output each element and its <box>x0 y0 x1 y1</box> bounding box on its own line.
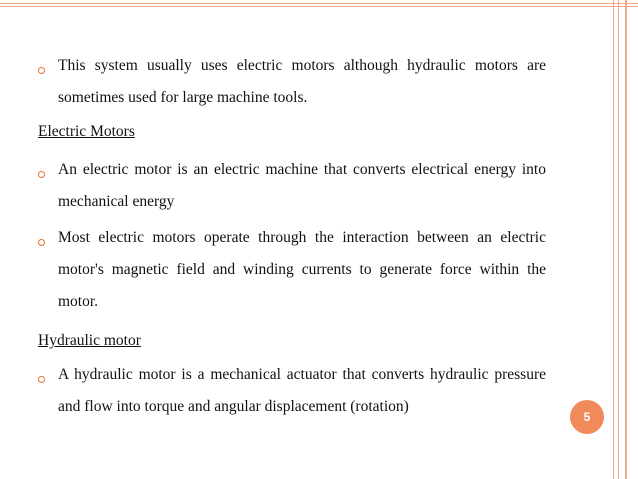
bullet-text: This system usually uses electric motors although hydraulic motors are sometimes used for large machine tools. <box>58 57 546 106</box>
section-heading-hydraulic-motor: Hydraulic motor <box>38 332 141 349</box>
frame-line-right <box>625 0 627 479</box>
bullet-icon <box>38 171 45 178</box>
bullet-text: Most electric motors operate through the interaction between an electric motor's magnetic field and winding currents to generate force within the motor. <box>58 229 546 310</box>
frame-line-top <box>0 6 638 7</box>
bullet-icon <box>38 376 45 383</box>
bullet-text: An electric motor is an electric machine that converts electrical energy into mechanical energy <box>58 161 546 210</box>
frame-line-right <box>613 0 614 479</box>
page-number-badge: 5 <box>570 400 604 434</box>
frame-line-top <box>0 3 638 4</box>
bullet-icon <box>38 67 45 74</box>
frame-line-right <box>618 0 619 479</box>
section-heading-electric-motors: Electric Motors <box>38 123 135 140</box>
bullet-text: A hydraulic motor is a mechanical actuator that converts hydraulic pressure and flow into torque and angular displacement (rotation) <box>58 366 546 415</box>
bullet-icon <box>38 239 45 246</box>
